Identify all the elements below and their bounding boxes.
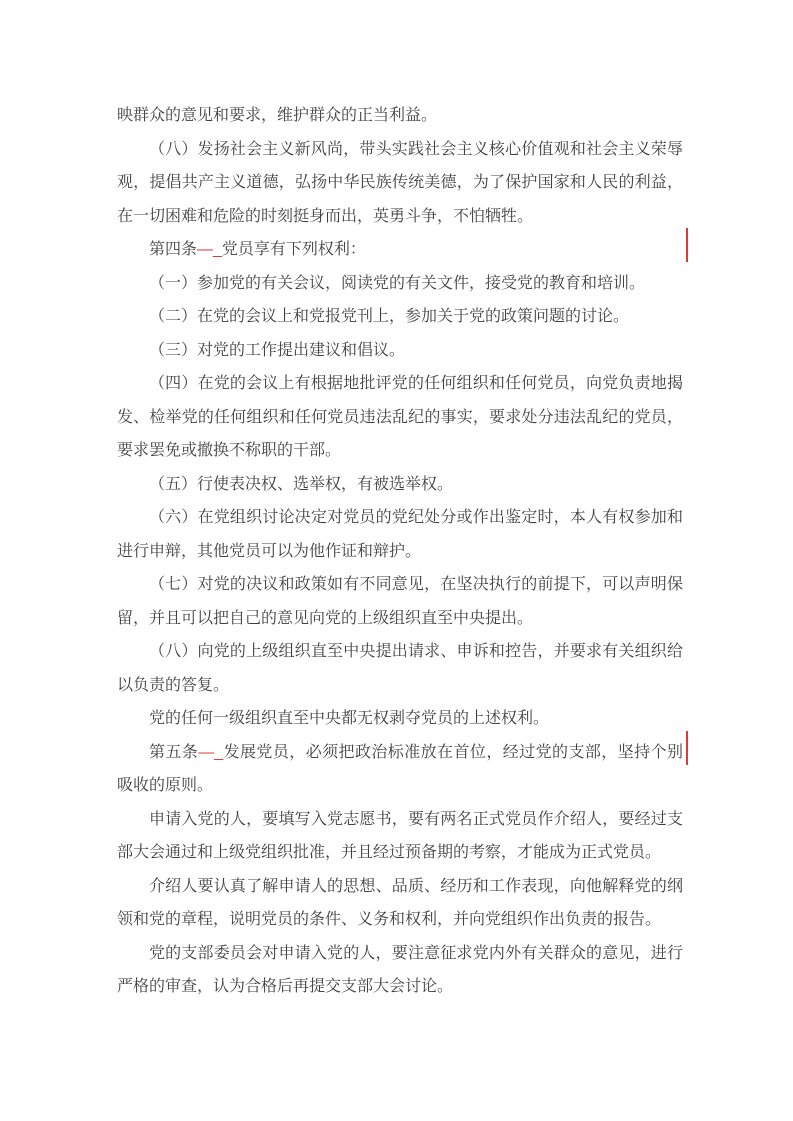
text-run: （八）发扬社会主义新风尚，带头实践社会主义核心价值观和社会主义荣辱观，提倡共产主义道德，弘扬中华民族传统美德，为了保护国家和人民的利益，在一切困难和危险的时刻挺身而出，英勇斗争，不怕牺牲。 (117, 140, 683, 225)
paragraph (117, 300, 683, 334)
text-run: （四）在党的会议上有根据地批评党的任何组织和任何党员，向党负责地揭发、检举党的任何组织和任何党员违法乱纪的事实，要求处分违法乱纪的党员，要求罢免或撤换不称职的干部。 (117, 375, 683, 459)
text-run: （一）参加党的有关会议，阅读党的有关文件，接受党的教育和培训。 (149, 274, 646, 292)
text-run: 申请入党的人，要填写入党志愿书，要有两名正式党员作介绍人，要经过支部大会通过和上级党组织批准，并且经过预备期的考察，才能成为正式党员。 (117, 810, 683, 861)
text-run: 党员享有下列权利： (221, 241, 366, 258)
paragraph (117, 99, 683, 133)
change-bar (686, 731, 688, 765)
paragraph (117, 267, 683, 301)
text-run: 党的任何一级组织直至中央都无权剥夺党员的上述权利。 (149, 710, 550, 727)
inserted-change-mark: _ (214, 743, 224, 761)
text-run: 介绍人要认真了解申请人的思想、品质、经历和工作表现，向他解释党的纲领和党的章程，说明党员的条件、义务和权利，并向党组织作出负责的报告。 (117, 877, 683, 928)
text-run: 党的支部委员会对申请入党的人，要注意征求党内外有关群众的意见，进行严格的审查，认为合格后再提交支部大会讨论。 (117, 944, 683, 995)
inserted-change-mark: _ (213, 241, 222, 258)
paragraph (117, 937, 683, 1004)
paragraph (117, 501, 683, 568)
paragraph (117, 870, 683, 937)
deleted-change-mark: — (197, 241, 214, 258)
paragraph (117, 367, 683, 468)
paragraph (117, 468, 683, 502)
text-run: （八）向党的上级组织直至中央提出请求、申诉和控告，并要求有关组织给以负责的答复。 (117, 643, 683, 694)
text-run: （六）在党组织讨论决定对党员的党纪处分或作出鉴定时，本人有权参加和进行申辩，其他党员可以为他作证和辩护。 (117, 509, 683, 560)
paragraph (117, 736, 683, 803)
text-run: （七）对党的决议和政策如有不同意见，在坚决执行的前提下，可以声明保留，并且可以把自己的意见向党的上级组织直至中央提出。 (117, 576, 683, 627)
document-body (117, 99, 683, 1004)
paragraph (117, 702, 683, 736)
paragraph (117, 133, 683, 234)
text-run: 第五条 (149, 743, 199, 761)
paragraph (117, 233, 683, 267)
text-run: （二）在党的会议上和党报党刊上，参加关于党的政策问题的讨论。 (149, 308, 630, 325)
text-run: 发展党员，必须把政治标准放在首位，经过党的支部，坚持个别吸收的原则。 (117, 743, 683, 794)
text-run: （五）行使表决权、选举权，有被选举权。 (149, 475, 454, 493)
deleted-change-mark: — (198, 743, 215, 761)
text-run: 第四条 (149, 241, 198, 258)
text-run: 映群众的意见和要求，维护群众的正当利益。 (117, 107, 438, 124)
paragraph (117, 568, 683, 635)
change-bar (686, 228, 688, 262)
text-run: （三）对党的工作提出建议和倡议。 (149, 341, 406, 359)
paragraph (117, 635, 683, 702)
paragraph (117, 803, 683, 870)
paragraph (117, 334, 683, 368)
